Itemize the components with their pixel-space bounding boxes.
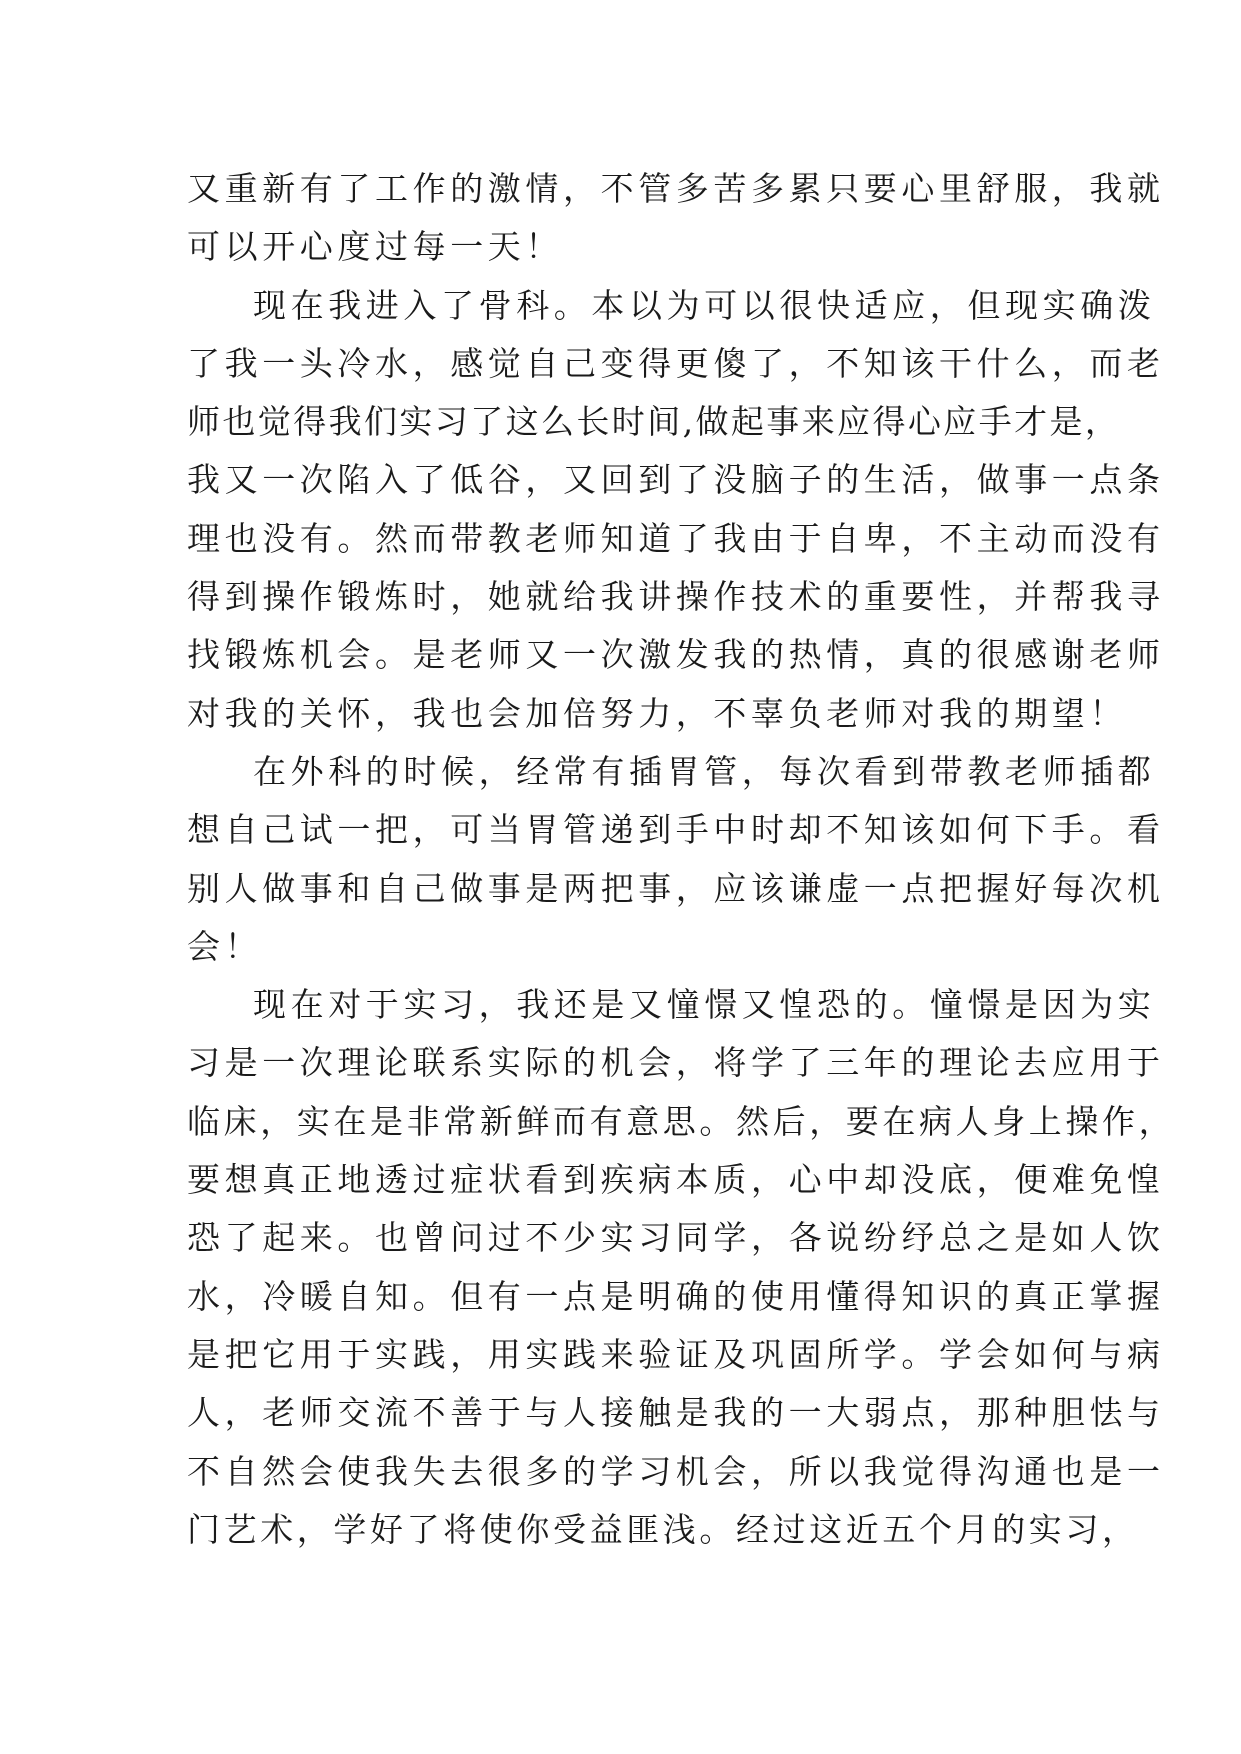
text-line: 理也没有。然而带教老师知道了我由于自卑，不主动而没有	[187, 518, 1165, 558]
text-line-paragraph-start: 现在对于实习，我还是又憧憬又惶恐的。憧憬是因为实	[253, 985, 1156, 1025]
text-line: 要想真正地透过症状看到疾病本质，心中却没底，便难免惶	[187, 1160, 1165, 1200]
text-line: 了我一头冷水，感觉自己变得更傻了，不知该干什么，而老	[187, 343, 1165, 383]
text-line: 找锻炼机会。是老师又一次激发我的热情，真的很感谢老师	[187, 635, 1165, 675]
text-line: 门艺术，学好了将使你受益匪浅。经过这近五个月的实习，	[187, 1509, 1139, 1549]
text-line: 习是一次理论联系实际的机会，将学了三年的理论去应用于	[187, 1043, 1165, 1083]
text-line: 别人做事和自己做事是两把事，应该谦虚一点把握好每次机	[187, 868, 1165, 908]
text-line: 想自己试一把，可当胃管递到手中时却不知该如何下手。看	[187, 810, 1165, 850]
text-line: 不自然会使我失去很多的学习机会，所以我觉得沟通也是一	[187, 1451, 1165, 1491]
body-text	[187, 160, 1176, 1559]
text-line: 临床，实在是非常新鲜而有意思。然后，要在病人身上操作，	[187, 1101, 1176, 1141]
text-line-paragraph-start: 现在我进入了骨科。本以为可以很快适应，但现实确泼	[253, 285, 1156, 325]
text-line: 水，冷暖自知。但有一点是明确的使用懂得知识的真正掌握	[187, 1276, 1165, 1316]
text-line: 会！	[187, 926, 263, 966]
text-line: 恐了起来。也曾问过不少实习同学，各说纷纾总之是如人饮	[187, 1218, 1165, 1258]
text-line: 人，老师交流不善于与人接触是我的一大弱点，那种胆怯与	[187, 1393, 1165, 1433]
text-line: 得到操作锻炼时，她就给我讲操作技术的重要性，并帮我寻	[187, 577, 1165, 617]
text-line: 师也觉得我们实习了这么长时间,做起事来应得心应手才是，	[187, 402, 1121, 442]
text-line: 对我的关怀，我也会加倍努力，不辜负老师对我的期望！	[187, 693, 1127, 733]
text-line: 我又一次陷入了低谷，又回到了没脑子的生活，做事一点条	[187, 460, 1165, 500]
text-line: 是把它用于实践，用实践来验证及巩固所学。学会如何与病	[187, 1334, 1165, 1374]
text-line-paragraph-start: 在外科的时候，经常有插胃管，每次看到带教老师插都	[253, 751, 1156, 791]
text-line: 可以开心度过每一天！	[187, 227, 563, 267]
text-line: 又重新有了工作的激情，不管多苦多累只要心里舒服，我就	[187, 169, 1165, 208]
